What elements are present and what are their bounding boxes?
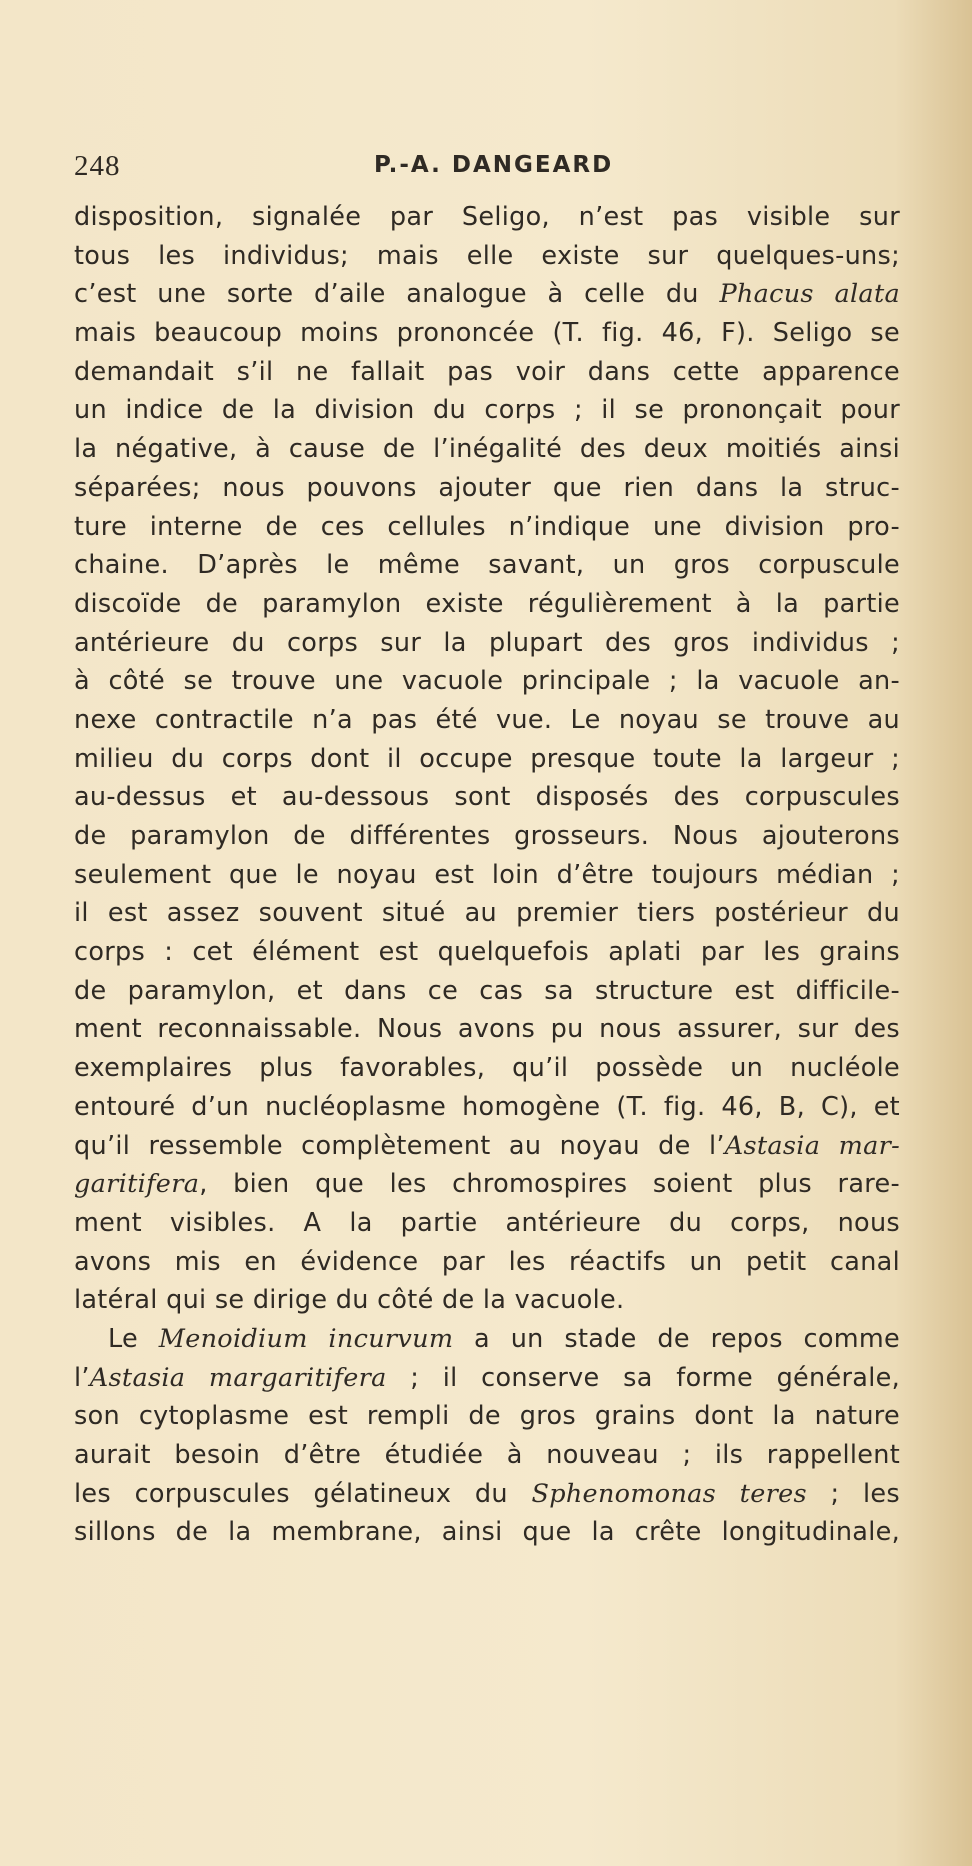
text-line bbox=[74, 1475, 900, 1514]
text-segment: exemplaires plus favorables, qu’il possède un nucléole bbox=[74, 1053, 900, 1084]
text-line bbox=[74, 1359, 900, 1398]
italic-taxon-name: garitifera bbox=[74, 1169, 200, 1200]
text-segment: ture interne de ces cellules n’indique une division pro- bbox=[74, 511, 900, 542]
text-line bbox=[74, 353, 900, 392]
text-segment: qu’il ressemble complètement au noyau de l’ bbox=[74, 1130, 725, 1161]
text-segment: avons mis en évidence par les réactifs un petit canal bbox=[74, 1246, 900, 1277]
text-line bbox=[74, 1397, 900, 1436]
text-line bbox=[74, 585, 900, 624]
text-segment: demandait s’il ne fallait pas voir dans cette apparence bbox=[74, 356, 900, 387]
text-segment: son cytoplasme est rempli de gros grains dont la nature bbox=[74, 1401, 900, 1432]
text-line bbox=[74, 469, 900, 508]
text-segment: ment reconnaissable. Nous avons pu nous assurer, sur des bbox=[74, 1014, 900, 1045]
text-line bbox=[74, 1320, 900, 1359]
text-line bbox=[74, 1436, 900, 1475]
text-line bbox=[74, 1088, 900, 1127]
text-segment: la négative, à cause de l’inégalité des deux moitiés ainsi bbox=[74, 434, 900, 465]
text-line bbox=[74, 701, 900, 740]
text-segment: séparées; nous pouvons ajouter que rien dans la struc- bbox=[74, 472, 900, 503]
text-segment: , bien que les chromospires soient plus rare- bbox=[199, 1169, 900, 1200]
text-segment: ment visibles. A la partie antérieure du corps, nous bbox=[74, 1207, 900, 1238]
italic-taxon-name: Astasia mar- bbox=[724, 1130, 900, 1161]
text-line bbox=[74, 1204, 900, 1243]
text-line bbox=[74, 198, 900, 237]
text-line bbox=[74, 624, 900, 663]
text-line bbox=[74, 391, 900, 430]
text-segment: chaine. D’après le même savant, un gros corpuscule bbox=[74, 550, 900, 581]
text-segment: il est assez souvent situé au premier tiers postérieur du bbox=[74, 898, 900, 929]
text-line bbox=[74, 662, 900, 701]
text-segment: aurait besoin d’être étudiée à nouveau ; ils rappellent bbox=[74, 1440, 900, 1470]
text-line bbox=[74, 314, 900, 353]
body-text bbox=[74, 198, 900, 1552]
text-line bbox=[74, 778, 900, 817]
text-segment: a un stade de repos comme bbox=[453, 1323, 900, 1354]
text-segment: Le bbox=[108, 1323, 159, 1354]
text-line bbox=[74, 1165, 900, 1204]
text-line bbox=[74, 430, 900, 469]
text-line bbox=[74, 1513, 900, 1552]
text-segment: ; les bbox=[806, 1478, 900, 1509]
text-segment: sillons de la membrane, ainsi que la crête longitudinale, bbox=[74, 1517, 900, 1548]
text-segment: mais beaucoup moins prononcée (T. fig. 46, F). Seligo se bbox=[74, 318, 900, 349]
text-segment: tous les individus; mais elle existe sur quelques-uns; bbox=[74, 240, 900, 271]
running-title: P.-A. DANGEARD bbox=[374, 152, 614, 178]
text-segment: à côté se trouve une vacuole principale ; la vacuole an- bbox=[74, 666, 900, 697]
text-segment: latéral qui se dirige du côté de la vacuole. bbox=[74, 1285, 625, 1316]
text-segment: ; il conserve sa forme générale, bbox=[386, 1362, 900, 1393]
italic-taxon-name: Astasia margaritifera bbox=[89, 1362, 387, 1393]
text-segment: entouré d’un nucléoplasme homogène (T. fig. 46, B, C), et bbox=[74, 1091, 900, 1122]
text-segment: c’est une sorte d’aile analogue à celle du bbox=[74, 279, 720, 310]
text-line bbox=[74, 1243, 900, 1282]
text-line bbox=[74, 1127, 900, 1166]
text-segment: disposition, signalée par Seligo, n’est pas visible sur bbox=[74, 202, 900, 232]
italic-taxon-name: Sphenomonas teres bbox=[531, 1478, 807, 1509]
page-header bbox=[74, 150, 900, 190]
text-line bbox=[74, 1281, 900, 1320]
text-line bbox=[74, 1049, 900, 1088]
text-segment: de paramylon de différentes grosseurs. Nous ajouterons bbox=[74, 821, 900, 851]
text-segment: au-dessus et au-dessous sont disposés des corpuscules bbox=[74, 782, 900, 813]
text-line bbox=[74, 237, 900, 276]
text-line bbox=[74, 508, 900, 547]
text-line bbox=[74, 546, 900, 585]
text-segment: discoïde de paramylon existe régulièrement à la partie bbox=[74, 588, 900, 619]
italic-taxon-name: Phacus alata bbox=[719, 279, 900, 310]
text-segment: milieu du corps dont il occupe presque toute la largeur ; bbox=[74, 743, 900, 774]
text-segment: l’ bbox=[74, 1362, 90, 1393]
text-line bbox=[74, 740, 900, 779]
text-line bbox=[74, 933, 900, 972]
text-line bbox=[74, 894, 900, 933]
page-number: 248 bbox=[74, 150, 121, 182]
text-line bbox=[74, 972, 900, 1011]
text-segment: antérieure du corps sur la plupart des gros individus ; bbox=[74, 627, 900, 658]
italic-taxon-name: Menoidium incurvum bbox=[158, 1323, 454, 1354]
text-segment: nexe contractile n’a pas été vue. Le noyau se trouve au bbox=[74, 704, 900, 735]
text-segment: les corpuscules gélatineux du bbox=[74, 1478, 532, 1509]
text-line bbox=[74, 275, 900, 314]
text-line bbox=[74, 856, 900, 895]
text-line bbox=[74, 817, 900, 856]
text-segment: un indice de la division du corps ; il se prononçait pour bbox=[74, 395, 900, 426]
text-line bbox=[74, 1010, 900, 1049]
text-segment: corps : cet élément est quelquefois aplati par les grains bbox=[74, 937, 900, 968]
text-segment: seulement que le noyau est loin d’être toujours médian ; bbox=[74, 859, 900, 890]
text-segment: de paramylon, et dans ce cas sa structure est difficile- bbox=[74, 975, 900, 1006]
